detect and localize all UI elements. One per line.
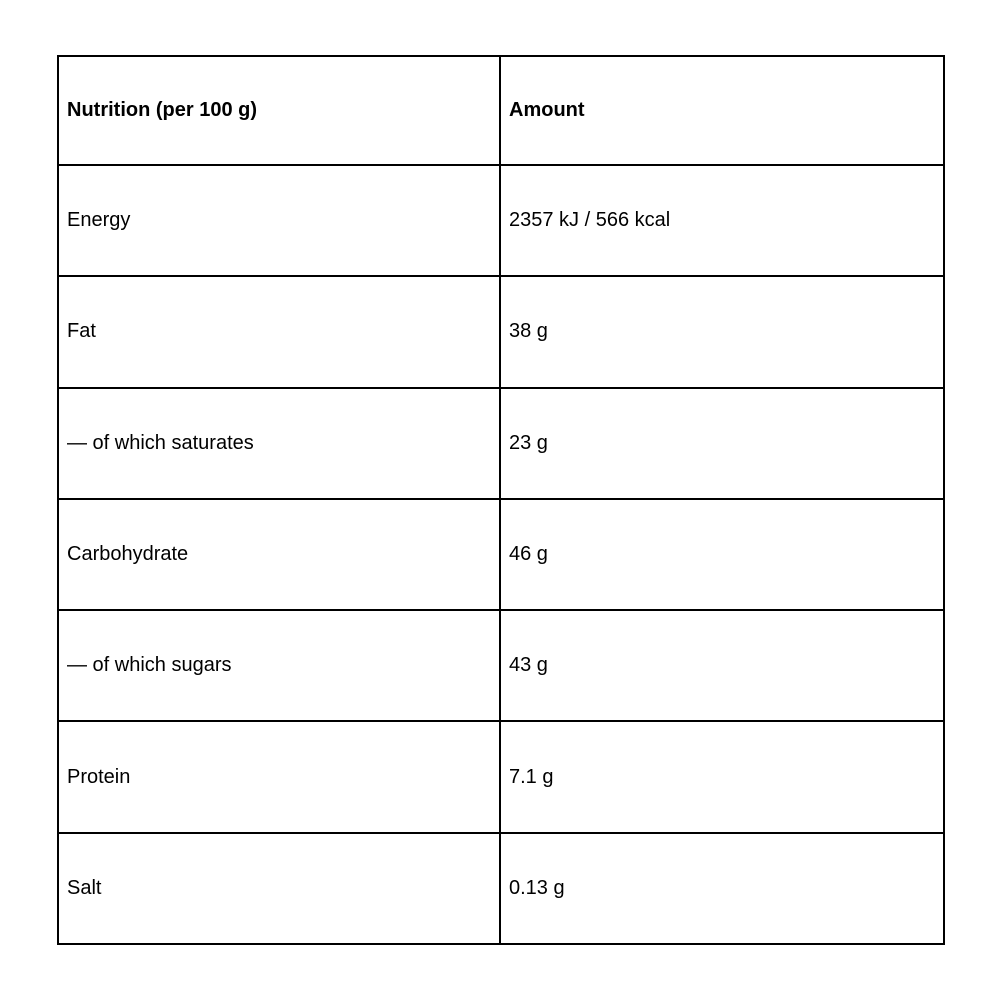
amount-cell: 2357 kJ / 566 kcal xyxy=(500,165,944,276)
nutrition-table xyxy=(57,55,945,945)
amount-cell: 43 g xyxy=(500,610,944,721)
nutrient-cell: Fat xyxy=(58,276,500,387)
nutrient-cell: Protein xyxy=(58,721,500,832)
amount-cell: 7.1 g xyxy=(500,721,944,832)
amount-cell: 0.13 g xyxy=(500,833,944,944)
amount-cell: 38 g xyxy=(500,276,944,387)
nutrient-cell: Carbohydrate xyxy=(58,499,500,610)
nutrient-cell: Energy xyxy=(58,165,500,276)
nutrient-cell: Salt xyxy=(58,833,500,944)
nutrient-cell: — of which saturates xyxy=(58,388,500,499)
table-header-row xyxy=(58,56,944,165)
amount-cell: 23 g xyxy=(500,388,944,499)
column-header-amount: Amount xyxy=(500,56,944,165)
table-row xyxy=(58,721,944,832)
amount-cell: 46 g xyxy=(500,499,944,610)
nutrient-cell: — of which sugars xyxy=(58,610,500,721)
table-row xyxy=(58,833,944,944)
column-header-nutrition: Nutrition (per 100 g) xyxy=(58,56,500,165)
table-row xyxy=(58,388,944,499)
table-row xyxy=(58,165,944,276)
table-row xyxy=(58,276,944,387)
table-row xyxy=(58,499,944,610)
table-row xyxy=(58,610,944,721)
